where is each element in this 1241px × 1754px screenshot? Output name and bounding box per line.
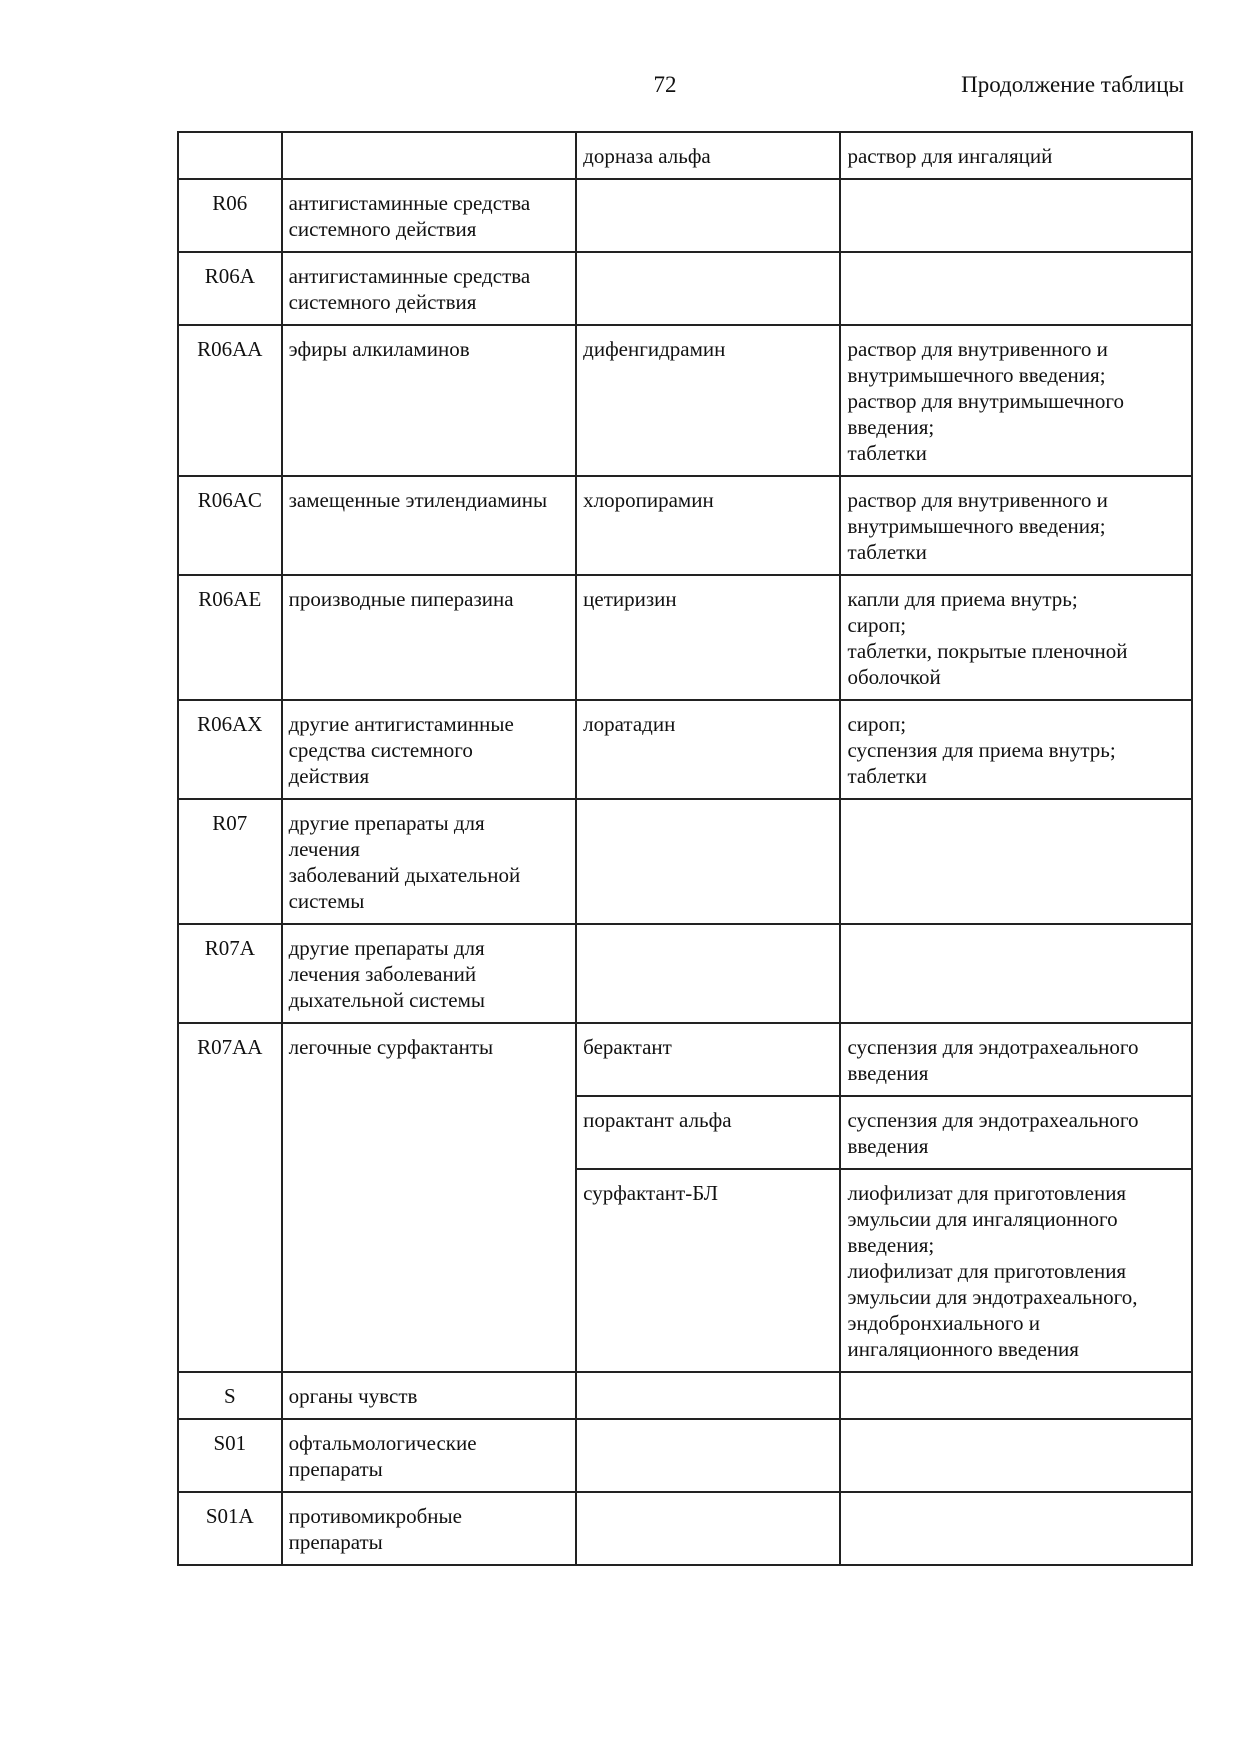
anatomical-group-cell xyxy=(282,1372,577,1419)
drug-name-cell: сурфактант-БЛ xyxy=(576,1169,840,1372)
group-name-line: офтальмологические xyxy=(288,1431,477,1455)
drug-name-cell xyxy=(576,1372,840,1419)
group-name-line: антигистаминные средства xyxy=(288,191,531,215)
dosage-form-line: эндобронхиального и xyxy=(847,1311,1040,1335)
dosage-form-line: лиофилизат для приготовления xyxy=(847,1259,1127,1283)
group-name-line: другие антигистаминные xyxy=(288,712,514,736)
anatomical-group-cell xyxy=(282,476,577,575)
dosage-form-line: сироп; xyxy=(847,613,907,637)
drug-name-cell: дифенгидрамин xyxy=(576,325,840,476)
atc-code-cell: R06 xyxy=(178,179,282,252)
dosage-form-line: внутримышечного введения; xyxy=(847,514,1106,538)
dosage-form-cell xyxy=(840,179,1192,252)
table-row xyxy=(178,799,1192,924)
dosage-form-cell xyxy=(840,1023,1192,1096)
dosage-form-cell xyxy=(840,799,1192,924)
anatomical-group-cell xyxy=(282,1492,577,1565)
dosage-form-line: эмульсии для ингаляционного xyxy=(847,1207,1118,1231)
anatomical-group-cell xyxy=(282,132,577,179)
group-name-line: другие препараты для xyxy=(288,936,485,960)
drug-name-cell xyxy=(576,924,840,1023)
anatomical-group-cell xyxy=(282,325,577,476)
anatomical-group-cell xyxy=(282,1419,577,1492)
group-name-line: системного действия xyxy=(288,217,477,241)
atc-code-cell: S xyxy=(178,1372,282,1419)
table-row xyxy=(178,179,1192,252)
dosage-form-cell xyxy=(840,1372,1192,1419)
atc-code-cell: S01 xyxy=(178,1419,282,1492)
dosage-form-line: лиофилизат для приготовления xyxy=(847,1181,1127,1205)
table-row xyxy=(178,476,1192,575)
group-name-line: замещенные этилендиамины xyxy=(288,488,548,512)
drug-name-cell: хлоропирамин xyxy=(576,476,840,575)
table-row xyxy=(178,1492,1192,1565)
group-name-line: средства системного xyxy=(288,738,473,762)
dosage-form-cell xyxy=(840,924,1192,1023)
medication-table xyxy=(177,131,1193,1566)
dosage-form-line: введения; xyxy=(847,415,935,439)
drug-name-cell: лоратадин xyxy=(576,700,840,799)
table-row xyxy=(178,700,1192,799)
group-name-line: лечения xyxy=(288,837,360,861)
dosage-form-line: внутримышечного введения; xyxy=(847,363,1106,387)
table-row xyxy=(178,252,1192,325)
dosage-form-line: таблетки xyxy=(847,540,927,564)
group-name-line: дыхательной системы xyxy=(288,988,485,1012)
group-name-line: заболеваний дыхательной xyxy=(288,863,521,887)
group-name-line: системного действия xyxy=(288,290,477,314)
table-row xyxy=(178,1372,1192,1419)
drug-name-cell: дорназа альфа xyxy=(576,132,840,179)
table-row xyxy=(178,1419,1192,1492)
anatomical-group-cell xyxy=(282,799,577,924)
dosage-form-line: введения; xyxy=(847,1233,935,1257)
anatomical-group-cell xyxy=(282,179,577,252)
atc-code-cell: R06AX xyxy=(178,700,282,799)
anatomical-group-cell xyxy=(282,252,577,325)
anatomical-group-cell xyxy=(282,1023,577,1372)
atc-code-cell: S01A xyxy=(178,1492,282,1565)
dosage-form-line: капли для приема внутрь; xyxy=(847,587,1078,611)
group-name-line: другие препараты для xyxy=(288,811,485,835)
drug-name-cell xyxy=(576,1419,840,1492)
dosage-form-cell xyxy=(840,1096,1192,1169)
anatomical-group-cell xyxy=(282,924,577,1023)
atc-code-cell: R07 xyxy=(178,799,282,924)
drug-name-cell: берактант xyxy=(576,1023,840,1096)
atc-code-cell: R06AC xyxy=(178,476,282,575)
atc-code-cell: R06A xyxy=(178,252,282,325)
atc-code-cell: R06AE xyxy=(178,575,282,700)
group-name-line: действия xyxy=(288,764,370,788)
group-name-line: легочные сурфактанты xyxy=(288,1035,494,1059)
dosage-form-line: таблетки xyxy=(847,764,927,788)
group-name-line: препараты xyxy=(288,1530,383,1554)
drug-name-cell: цетиризин xyxy=(576,575,840,700)
drug-name-cell xyxy=(576,179,840,252)
group-name-line: производные пиперазина xyxy=(288,587,514,611)
dosage-form-line: раствор для внутримышечного xyxy=(847,389,1124,413)
atc-code-cell: R06AA xyxy=(178,325,282,476)
dosage-form-line: оболочкой xyxy=(847,665,941,689)
drug-name-cell xyxy=(576,1492,840,1565)
group-name-line: противомикробные xyxy=(288,1504,462,1528)
group-name-line: лечения заболеваний xyxy=(288,962,477,986)
dosage-form-cell xyxy=(840,1169,1192,1372)
group-name-line: препараты xyxy=(288,1457,383,1481)
dosage-form-cell xyxy=(840,476,1192,575)
dosage-form-cell xyxy=(840,1419,1192,1492)
anatomical-group-cell xyxy=(282,575,577,700)
atc-code-cell: R07A xyxy=(178,924,282,1023)
drug-name-cell xyxy=(576,252,840,325)
dosage-form-line: суспензия для приема внутрь; xyxy=(847,738,1116,762)
table-row xyxy=(178,924,1192,1023)
page-number: 72 xyxy=(653,72,677,97)
table-row xyxy=(178,325,1192,476)
dosage-form-line: раствор для ингаляций xyxy=(847,144,1053,168)
table-row xyxy=(178,575,1192,700)
dosage-form-line: раствор для внутривенного и xyxy=(847,337,1108,361)
dosage-form-line: ингаляционного введения xyxy=(847,1337,1079,1361)
group-name-line: антигистаминные средства xyxy=(288,264,531,288)
dosage-form-cell xyxy=(840,575,1192,700)
dosage-form-cell xyxy=(840,700,1192,799)
dosage-form-cell xyxy=(840,1492,1192,1565)
group-name-line: системы xyxy=(288,889,365,913)
dosage-form-cell xyxy=(840,252,1192,325)
dosage-form-line: введения xyxy=(847,1134,929,1158)
dosage-form-line: эмульсии для эндотрахеального, xyxy=(847,1285,1138,1309)
dosage-form-cell xyxy=(840,325,1192,476)
dosage-form-line: суспензия для эндотрахеального xyxy=(847,1035,1139,1059)
table-continuation-label: Продолжение таблицы xyxy=(961,72,1184,97)
dosage-form-line: сироп; xyxy=(847,712,907,736)
dosage-form-line: раствор для внутривенного и xyxy=(847,488,1108,512)
group-name-line: эфиры алкиламинов xyxy=(288,337,470,361)
dosage-form-cell xyxy=(840,132,1192,179)
table-row xyxy=(178,1023,1192,1096)
group-name-line: органы чувств xyxy=(288,1384,418,1408)
dosage-form-line: суспензия для эндотрахеального xyxy=(847,1108,1139,1132)
atc-code-cell: R07AA xyxy=(178,1023,282,1372)
anatomical-group-cell xyxy=(282,700,577,799)
dosage-form-line: таблетки, покрытые пленочной xyxy=(847,639,1128,663)
dosage-form-line: введения xyxy=(847,1061,929,1085)
dosage-form-line: таблетки xyxy=(847,441,927,465)
atc-code-cell xyxy=(178,132,282,179)
drug-name-cell xyxy=(576,799,840,924)
drug-name-cell: порактант альфа xyxy=(576,1096,840,1169)
table-row xyxy=(178,132,1192,179)
table-body xyxy=(178,132,1192,1565)
